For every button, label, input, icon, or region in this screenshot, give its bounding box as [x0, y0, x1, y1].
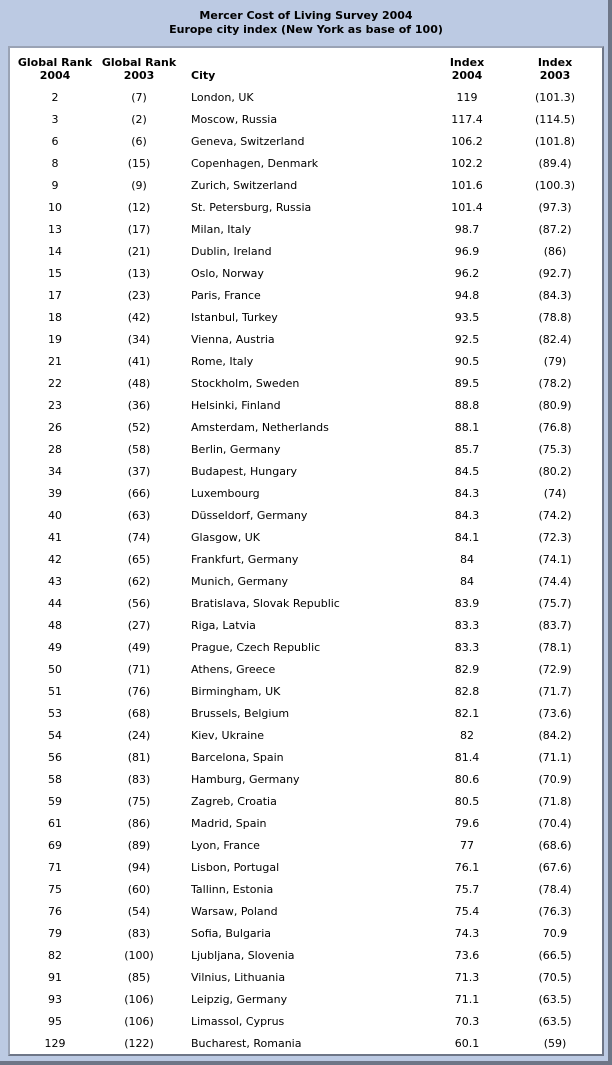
cell-index-2004: 74.3 — [454, 927, 480, 940]
cell-rank-2003: (17) — [127, 223, 151, 236]
table-row — [10, 157, 602, 179]
cell-rank-2004: 58 — [48, 773, 62, 786]
cell-index-2003: (84.3) — [538, 289, 572, 302]
cell-index-2004: 90.5 — [454, 355, 480, 368]
cell-index-2003: (87.2) — [538, 223, 572, 236]
cell-rank-2003: (7) — [131, 91, 147, 104]
cell-city: Warsaw, Poland — [191, 905, 278, 918]
cell-index-2003: (114.5) — [534, 113, 576, 126]
cell-rank-2004: 28 — [48, 443, 62, 456]
cell-index-2003: (92.7) — [538, 267, 572, 280]
cell-index-2003: (82.4) — [538, 333, 572, 346]
cell-city: Kiev, Ukraine — [191, 729, 265, 742]
cell-index-2003: (63.5) — [538, 993, 572, 1006]
cell-rank-2003: (85) — [127, 971, 151, 984]
cell-index-2003: (97.3) — [538, 201, 572, 214]
cell-rank-2004: 61 — [48, 817, 62, 830]
cell-index-2004: 80.5 — [454, 795, 480, 808]
cell-city: Copenhagen, Denmark — [191, 157, 319, 170]
cell-rank-2004: 43 — [48, 575, 62, 588]
cell-index-2003: (83.7) — [538, 619, 572, 632]
cell-index-2004: 102.2 — [451, 157, 483, 170]
cell-city: Amsterdam, Netherlands — [191, 421, 329, 434]
cell-index-2004: 82.8 — [454, 685, 480, 698]
table-row — [10, 245, 602, 267]
title-line-2: Europe city index (New York as base of 100) — [169, 23, 443, 36]
cell-rank-2004: 129 — [44, 1037, 66, 1050]
cell-city: Vienna, Austria — [191, 333, 275, 346]
header-label: Global Rank — [101, 56, 177, 69]
cell-index-2004: 81.4 — [454, 751, 480, 764]
cell-rank-2004: 48 — [48, 619, 62, 632]
cell-rank-2003: (122) — [124, 1037, 154, 1050]
cell-index-2004: 93.5 — [454, 311, 480, 324]
header-label: Index — [449, 56, 485, 69]
header-index-2004 — [430, 56, 504, 82]
cell-index-2004: 79.6 — [454, 817, 480, 830]
cell-index-2003: (74.2) — [538, 509, 572, 522]
cell-city: Geneva, Switzerland — [191, 135, 305, 148]
cell-index-2003: (78.2) — [538, 377, 572, 390]
cell-index-2003: (71.8) — [538, 795, 572, 808]
cell-city: Limassol, Cyprus — [191, 1015, 285, 1028]
table-row — [10, 883, 602, 905]
cell-index-2003: (70.9) — [538, 773, 572, 786]
cell-rank-2004: 6 — [51, 135, 59, 148]
table-row — [10, 993, 602, 1015]
cell-rank-2004: 50 — [48, 663, 62, 676]
cell-rank-2004: 95 — [48, 1015, 62, 1028]
header-label: 2003 — [123, 69, 155, 82]
cell-index-2003: (89.4) — [538, 157, 572, 170]
header-label: Global Rank — [17, 56, 93, 69]
cell-index-2004: 82.1 — [454, 707, 480, 720]
header-label: Index — [537, 56, 573, 69]
cell-city: Lyon, France — [191, 839, 260, 852]
cell-rank-2003: (9) — [131, 179, 147, 192]
cell-rank-2003: (23) — [127, 289, 151, 302]
header-label: 2004 — [39, 69, 71, 82]
cell-city: Oslo, Norway — [191, 267, 264, 280]
cell-rank-2003: (36) — [127, 399, 151, 412]
cell-rank-2004: 69 — [48, 839, 62, 852]
cell-city: Birmingham, UK — [191, 685, 281, 698]
title-line-1: Mercer Cost of Living Survey 2004 — [199, 9, 413, 22]
cell-index-2003: (72.9) — [538, 663, 572, 676]
cell-index-2003: (76.8) — [538, 421, 572, 434]
cell-index-2003: (84.2) — [538, 729, 572, 742]
cell-rank-2004: 53 — [48, 707, 62, 720]
cell-rank-2004: 76 — [48, 905, 62, 918]
cell-city: Frankfurt, Germany — [191, 553, 299, 566]
cell-rank-2004: 93 — [48, 993, 62, 1006]
cell-rank-2003: (81) — [127, 751, 151, 764]
cell-rank-2003: (62) — [127, 575, 151, 588]
cell-rank-2003: (83) — [127, 927, 151, 940]
cell-index-2003: (78.4) — [538, 883, 572, 896]
table-row — [10, 91, 602, 113]
cell-index-2003: (86) — [543, 245, 567, 258]
cell-rank-2003: (27) — [127, 619, 151, 632]
table-row — [10, 509, 602, 531]
cell-rank-2003: (106) — [124, 993, 154, 1006]
cell-city: Hamburg, Germany — [191, 773, 300, 786]
table-row — [10, 795, 602, 817]
table-row — [10, 113, 602, 135]
cell-city: Istanbul, Turkey — [191, 311, 278, 324]
cell-rank-2003: (15) — [127, 157, 151, 170]
cell-rank-2004: 2 — [51, 91, 59, 104]
cell-index-2004: 84.3 — [454, 487, 480, 500]
cell-index-2004: 96.2 — [454, 267, 480, 280]
cell-rank-2004: 51 — [48, 685, 62, 698]
cell-city: Vilnius, Lithuania — [191, 971, 286, 984]
table-row — [10, 729, 602, 751]
cell-rank-2004: 21 — [48, 355, 62, 368]
cell-rank-2004: 79 — [48, 927, 62, 940]
cell-rank-2004: 23 — [48, 399, 62, 412]
cell-index-2003: (63.5) — [538, 1015, 572, 1028]
cell-city: Luxembourg — [191, 487, 260, 500]
cell-index-2003: (100.3) — [534, 179, 576, 192]
cell-rank-2003: (100) — [124, 949, 154, 962]
cell-city: Munich, Germany — [191, 575, 289, 588]
header-rank-2004 — [10, 56, 100, 82]
table-row — [10, 135, 602, 157]
cell-rank-2004: 34 — [48, 465, 62, 478]
table-row — [10, 355, 602, 377]
cell-rank-2004: 22 — [48, 377, 62, 390]
table-row — [10, 949, 602, 971]
cell-index-2003: (74.1) — [538, 553, 572, 566]
cell-index-2003: (72.3) — [538, 531, 572, 544]
cell-rank-2004: 54 — [48, 729, 62, 742]
cell-rank-2003: (2) — [131, 113, 147, 126]
cell-rank-2003: (76) — [127, 685, 151, 698]
table-row — [10, 179, 602, 201]
cell-rank-2003: (56) — [127, 597, 151, 610]
cell-rank-2004: 14 — [48, 245, 62, 258]
cell-rank-2004: 42 — [48, 553, 62, 566]
cell-rank-2003: (68) — [127, 707, 151, 720]
cell-rank-2004: 49 — [48, 641, 62, 654]
cell-city: Ljubljana, Slovenia — [191, 949, 295, 962]
cell-index-2003: (68.6) — [538, 839, 572, 852]
cell-rank-2004: 26 — [48, 421, 62, 434]
cell-rank-2003: (83) — [127, 773, 151, 786]
cell-index-2004: 73.6 — [454, 949, 480, 962]
cell-rank-2004: 75 — [48, 883, 62, 896]
cell-index-2003: (67.6) — [538, 861, 572, 874]
cell-rank-2003: (6) — [131, 135, 147, 148]
cell-city: Lisbon, Portugal — [191, 861, 280, 874]
table-row — [10, 663, 602, 685]
cell-index-2003: 70.9 — [542, 927, 568, 940]
cell-index-2004: 92.5 — [454, 333, 480, 346]
table-row — [10, 531, 602, 553]
cell-city: Riga, Latvia — [191, 619, 256, 632]
cell-index-2003: (70.4) — [538, 817, 572, 830]
cell-rank-2004: 9 — [51, 179, 59, 192]
cell-city: London, UK — [191, 91, 254, 104]
table-row — [10, 927, 602, 949]
cell-index-2003: (74) — [543, 487, 567, 500]
cell-index-2004: 83.3 — [454, 641, 480, 654]
table-row — [10, 421, 602, 443]
table-row — [10, 289, 602, 311]
cell-city: Moscow, Russia — [191, 113, 278, 126]
cell-index-2004: 83.9 — [454, 597, 480, 610]
cell-index-2003: (75.7) — [538, 597, 572, 610]
cell-index-2004: 83.3 — [454, 619, 480, 632]
cell-index-2003: (79) — [543, 355, 567, 368]
cell-index-2003: (71.7) — [538, 685, 572, 698]
table-row — [10, 465, 602, 487]
cell-city: Glasgow, UK — [191, 531, 261, 544]
cell-index-2004: 89.5 — [454, 377, 480, 390]
cell-index-2003: (75.3) — [538, 443, 572, 456]
table-row — [10, 1037, 602, 1059]
cell-city: Düsseldorf, Germany — [191, 509, 308, 522]
table-row — [10, 905, 602, 927]
table-row — [10, 1015, 602, 1037]
cell-index-2004: 84.1 — [454, 531, 480, 544]
cell-index-2003: (80.2) — [538, 465, 572, 478]
cell-rank-2004: 18 — [48, 311, 62, 324]
cell-index-2004: 96.9 — [454, 245, 480, 258]
cell-rank-2004: 19 — [48, 333, 62, 346]
cell-index-2003: (78.1) — [538, 641, 572, 654]
cell-city: Helsinki, Finland — [191, 399, 281, 412]
cell-rank-2004: 39 — [48, 487, 62, 500]
cell-rank-2004: 15 — [48, 267, 62, 280]
cell-rank-2004: 17 — [48, 289, 62, 302]
cell-rank-2003: (94) — [127, 861, 151, 874]
cell-index-2003: (70.5) — [538, 971, 572, 984]
cell-city: Bucharest, Romania — [191, 1037, 302, 1050]
cell-index-2004: 84.3 — [454, 509, 480, 522]
cell-index-2003: (101.8) — [534, 135, 576, 148]
header-label: 2003 — [539, 69, 571, 82]
header-city: City — [191, 69, 216, 82]
table-row — [10, 597, 602, 619]
cell-index-2004: 82.9 — [454, 663, 480, 676]
cell-index-2004: 119 — [456, 91, 478, 104]
cell-index-2003: (59) — [543, 1037, 567, 1050]
table-row — [10, 267, 602, 289]
cell-index-2004: 117.4 — [451, 113, 483, 126]
cell-index-2004: 94.8 — [454, 289, 480, 302]
table-panel — [8, 46, 604, 1056]
cell-index-2004: 80.6 — [454, 773, 480, 786]
table-row — [10, 773, 602, 795]
cell-index-2004: 75.4 — [454, 905, 480, 918]
cell-rank-2003: (12) — [127, 201, 151, 214]
cell-index-2004: 71.3 — [454, 971, 480, 984]
table-row — [10, 685, 602, 707]
cell-index-2004: 106.2 — [451, 135, 483, 148]
cell-index-2004: 60.1 — [454, 1037, 480, 1050]
cell-city: Berlin, Germany — [191, 443, 281, 456]
cell-index-2003: (66.5) — [538, 949, 572, 962]
cell-city: Stockholm, Sweden — [191, 377, 300, 390]
table-row — [10, 487, 602, 509]
cell-rank-2003: (13) — [127, 267, 151, 280]
cell-rank-2003: (89) — [127, 839, 151, 852]
cell-city: Paris, France — [191, 289, 261, 302]
cell-index-2004: 88.1 — [454, 421, 480, 434]
cell-index-2004: 101.6 — [451, 179, 483, 192]
cell-city: Madrid, Spain — [191, 817, 267, 830]
cell-rank-2003: (42) — [127, 311, 151, 324]
cell-index-2004: 77 — [460, 839, 474, 852]
cell-rank-2004: 40 — [48, 509, 62, 522]
cell-city: St. Petersburg, Russia — [191, 201, 312, 214]
cell-rank-2003: (71) — [127, 663, 151, 676]
table-row — [10, 971, 602, 993]
table-row — [10, 553, 602, 575]
cell-rank-2003: (60) — [127, 883, 151, 896]
cell-rank-2004: 91 — [48, 971, 62, 984]
table-row — [10, 619, 602, 641]
cell-index-2003: (80.9) — [538, 399, 572, 412]
header-rank-2003 — [94, 56, 184, 82]
cell-city: Rome, Italy — [191, 355, 254, 368]
table-row — [10, 443, 602, 465]
cell-city: Budapest, Hungary — [191, 465, 297, 478]
cell-rank-2003: (58) — [127, 443, 151, 456]
header-label: 2004 — [451, 69, 483, 82]
cell-rank-2003: (74) — [127, 531, 151, 544]
cell-city: Prague, Czech Republic — [191, 641, 321, 654]
cell-index-2004: 70.3 — [454, 1015, 480, 1028]
cell-index-2004: 76.1 — [454, 861, 480, 874]
cell-city: Tallinn, Estonia — [191, 883, 274, 896]
cell-index-2003: (76.3) — [538, 905, 572, 918]
cell-index-2004: 88.8 — [454, 399, 480, 412]
table-row — [10, 641, 602, 663]
cell-city: Athens, Greece — [191, 663, 276, 676]
cell-rank-2003: (37) — [127, 465, 151, 478]
cell-rank-2003: (65) — [127, 553, 151, 566]
cell-rank-2004: 56 — [48, 751, 62, 764]
cell-index-2004: 82 — [460, 729, 474, 742]
cell-index-2003: (78.8) — [538, 311, 572, 324]
cell-index-2004: 84 — [460, 553, 474, 566]
cell-rank-2003: (21) — [127, 245, 151, 258]
cell-index-2004: 84 — [460, 575, 474, 588]
cell-city: Zagreb, Croatia — [191, 795, 277, 808]
cell-rank-2004: 82 — [48, 949, 62, 962]
cell-rank-2003: (41) — [127, 355, 151, 368]
cell-rank-2004: 10 — [48, 201, 62, 214]
cell-rank-2003: (54) — [127, 905, 151, 918]
cell-city: Milan, Italy — [191, 223, 252, 236]
table-row — [10, 575, 602, 597]
cell-rank-2004: 8 — [51, 157, 59, 170]
cell-rank-2003: (75) — [127, 795, 151, 808]
table-row — [10, 399, 602, 421]
cell-index-2004: 71.1 — [454, 993, 480, 1006]
cell-rank-2003: (86) — [127, 817, 151, 830]
header-index-2003 — [518, 56, 592, 82]
cell-city: Leipzig, Germany — [191, 993, 288, 1006]
cell-index-2004: 84.5 — [454, 465, 480, 478]
cell-city: Brussels, Belgium — [191, 707, 290, 720]
cell-city: Dublin, Ireland — [191, 245, 272, 258]
cell-index-2004: 98.7 — [454, 223, 480, 236]
cell-rank-2004: 3 — [51, 113, 59, 126]
table-row — [10, 817, 602, 839]
cell-city: Sofia, Bulgaria — [191, 927, 271, 940]
cell-rank-2004: 44 — [48, 597, 62, 610]
table-row — [10, 311, 602, 333]
table-row — [10, 223, 602, 245]
table-title — [0, 9, 612, 37]
cell-index-2003: (71.1) — [538, 751, 572, 764]
table-row — [10, 751, 602, 773]
cell-rank-2003: (34) — [127, 333, 151, 346]
cell-rank-2003: (66) — [127, 487, 151, 500]
table-row — [10, 377, 602, 399]
cell-index-2003: (74.4) — [538, 575, 572, 588]
cell-city: Barcelona, Spain — [191, 751, 284, 764]
cell-rank-2004: 71 — [48, 861, 62, 874]
cell-rank-2003: (52) — [127, 421, 151, 434]
table-row — [10, 839, 602, 861]
cell-rank-2004: 59 — [48, 795, 62, 808]
cell-index-2004: 75.7 — [454, 883, 480, 896]
cell-rank-2003: (48) — [127, 377, 151, 390]
table-row — [10, 707, 602, 729]
cell-rank-2003: (106) — [124, 1015, 154, 1028]
cell-index-2003: (101.3) — [534, 91, 576, 104]
cell-rank-2004: 13 — [48, 223, 62, 236]
cell-rank-2003: (24) — [127, 729, 151, 742]
table-row — [10, 201, 602, 223]
table-row — [10, 861, 602, 883]
cell-rank-2004: 41 — [48, 531, 62, 544]
cell-city: Bratislava, Slovak Republic — [191, 597, 340, 610]
cell-index-2004: 85.7 — [454, 443, 480, 456]
cell-index-2004: 101.4 — [451, 201, 483, 214]
cell-rank-2003: (49) — [127, 641, 151, 654]
cell-rank-2003: (63) — [127, 509, 151, 522]
table-row — [10, 333, 602, 355]
cell-index-2003: (73.6) — [538, 707, 572, 720]
cell-city: Zurich, Switzerland — [191, 179, 298, 192]
